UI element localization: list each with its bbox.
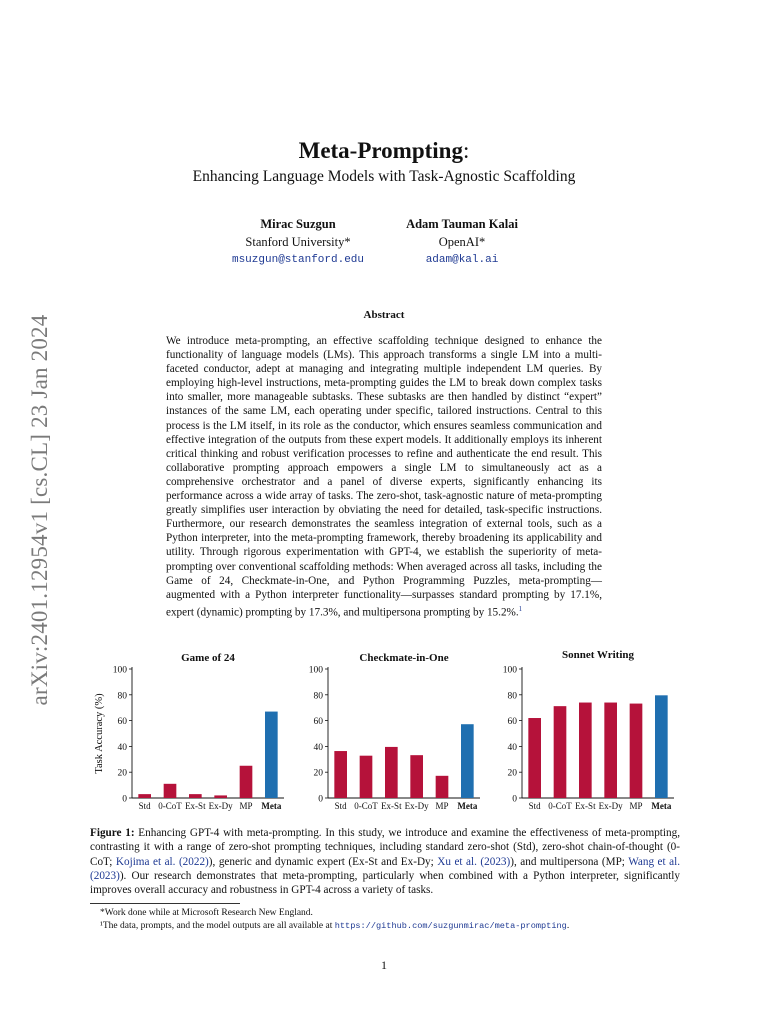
bar-mp bbox=[630, 704, 643, 798]
footnote-1: *Work done while at Microsoft Research New England. bbox=[100, 908, 313, 918]
y-tick-label: 0 bbox=[122, 794, 127, 805]
bar-ex-st bbox=[579, 703, 592, 798]
page-number: 1 bbox=[381, 958, 387, 972]
y-tick-label: 40 bbox=[313, 742, 323, 753]
y-axis-label: Task Accuracy (%) bbox=[94, 693, 105, 774]
y-tick-label: 100 bbox=[112, 665, 127, 676]
x-tick-label: MP bbox=[629, 801, 643, 811]
x-tick-label: Std bbox=[334, 801, 347, 811]
x-tick-label: Ex-Dy bbox=[598, 801, 623, 811]
footnotes bbox=[100, 907, 680, 933]
bar-ex-dy bbox=[604, 703, 617, 798]
footnote-rule bbox=[90, 903, 240, 904]
bar-std bbox=[334, 751, 347, 798]
x-tick-label: 0-CoT bbox=[354, 801, 378, 811]
citation-link[interactable]: Wang et al. (2023) bbox=[90, 855, 681, 882]
y-tick-label: 80 bbox=[507, 691, 517, 702]
x-tick-label: Ex-Dy bbox=[208, 801, 233, 811]
y-tick-label: 80 bbox=[117, 691, 127, 702]
bar-std bbox=[528, 718, 541, 798]
figure-caption bbox=[90, 826, 680, 897]
x-tick-label: MP bbox=[239, 801, 253, 811]
bar-meta bbox=[461, 724, 474, 798]
bar-ex-st bbox=[385, 747, 398, 798]
y-tick-label: 100 bbox=[308, 665, 323, 676]
author-name: Adam Tauman Kalai bbox=[406, 217, 518, 231]
bar-0-cot bbox=[360, 756, 373, 798]
citation-link[interactable]: Xu et al. (2023) bbox=[437, 855, 511, 868]
chart-checkmate-in-one bbox=[296, 646, 488, 816]
bar-ex-st bbox=[189, 794, 202, 798]
title-text: Meta-Prompting bbox=[298, 138, 463, 163]
bar-meta bbox=[265, 712, 278, 798]
bar-mp bbox=[436, 776, 449, 798]
caption-text: Enhancing GPT-4 with meta-prompting. In this study, we introduce and examine the effectiveness of meta-prompting, contrasting it with a range of zero-shot prompting techniques, including standard zero-shot (Std), zero-shot chain-of-thought (0-CoT; bbox=[90, 827, 680, 868]
x-tick-label: Meta bbox=[651, 801, 672, 811]
abstract-heading: Abstract bbox=[363, 309, 405, 321]
y-tick-label: 60 bbox=[507, 717, 517, 728]
y-tick-label: 20 bbox=[117, 768, 127, 779]
y-tick-label: 40 bbox=[117, 742, 127, 753]
x-tick-label: MP bbox=[435, 801, 449, 811]
chart-svg-sonnet-writing bbox=[490, 646, 682, 816]
citation-link[interactable]: Kojima et al. (2022) bbox=[115, 855, 209, 868]
bar-std bbox=[138, 794, 151, 798]
x-tick-label: Ex-St bbox=[185, 801, 206, 811]
caption-text: ), and multipersona (MP; bbox=[510, 855, 629, 868]
chart-title: Game of 24 bbox=[181, 652, 235, 664]
x-tick-label: Std bbox=[138, 801, 151, 811]
chart-svg-game-of-24 bbox=[92, 646, 292, 816]
author-name: Mirac Suzgun bbox=[260, 217, 336, 231]
author-affiliation: Stanford University* bbox=[245, 235, 351, 249]
y-tick-label: 100 bbox=[502, 665, 517, 676]
y-tick-label: 40 bbox=[507, 742, 517, 753]
bar-0-cot bbox=[164, 784, 177, 798]
x-tick-label: Ex-Dy bbox=[404, 801, 429, 811]
author-block-2 bbox=[362, 215, 562, 269]
chart-sonnet-writing bbox=[490, 646, 682, 816]
arxiv-sidebar bbox=[20, 280, 60, 740]
bar-mp bbox=[240, 766, 253, 798]
x-tick-label: 0-CoT bbox=[158, 801, 182, 811]
caption-text: ), generic and dynamic expert (Ex-St and Ex-Dy; bbox=[208, 855, 438, 868]
chart-title: Checkmate-in-One bbox=[359, 652, 449, 664]
figure-label: Figure 1: bbox=[90, 827, 135, 839]
title-colon: : bbox=[462, 138, 470, 163]
chart-title: Sonnet Writing bbox=[561, 649, 635, 661]
y-tick-label: 20 bbox=[507, 768, 517, 779]
footnote-2 bbox=[100, 920, 680, 933]
x-tick-label: Ex-St bbox=[575, 801, 596, 811]
abstract-text: We introduce meta-prompting, an effective scaffolding technique designed to enhance the functionality of language models (LMs). This approach transforms a single LM into a multi-faceted conductor, adept at managing and integrating multiple independent LM queries. By employing high-level instructions, meta-prompting guides the LM to break down complex tasks into smaller, more manageable subtasks. These subtasks are then handled by distinct “expert” instances of the same LM, each operating under specific, tailored instructions. Central to this process is the LM itself, in its role as the conductor, which ensures seamless communication and effective integration of the outputs from these expert models. It additionally employs its inherent critical thinking and robust verification processes to refine and authenticate the end result. This collaborative prompting approach empowers a single LM to simultaneously act as a comprehensive orchestrator and a panel of diverse experts, significantly enhancing its performance across a wide array of tasks. The zero-shot, task-agnostic nature of meta-prompting greatly simplifies user interaction by obviating the need for detailed, task-specific instructions. Furthermore, our research demonstrates the seamless integration of external tools, such as a Python interpreter, into the meta-prompting framework, thereby broadening its applicability and utility. Through rigorous experimentation with GPT-4, we establish the superiority of meta-prompting over conventional scaffolding methods: When averaged across all tasks, including the Game of 24, Checkmate-in-One, and Python Programming Puzzles, meta-prompting—augmented with a Python interpreter functionality—surpasses standard prompting by 17.1%, expert (dynamic) prompting by 17.3%, and multipersona prompting by 15.2%. bbox=[166, 335, 602, 619]
github-url-link[interactable]: https://github.com/suzgunmirac/meta-prompting bbox=[334, 921, 567, 931]
footnote-mark-link[interactable]: 1 bbox=[518, 604, 523, 613]
y-tick-label: 20 bbox=[313, 768, 323, 779]
y-tick-label: 60 bbox=[313, 717, 323, 728]
y-tick-label: 0 bbox=[318, 794, 323, 805]
bar-ex-dy bbox=[410, 755, 423, 798]
x-tick-label: Ex-St bbox=[381, 801, 402, 811]
x-tick-label: Meta bbox=[261, 801, 282, 811]
y-tick-label: 0 bbox=[512, 794, 517, 805]
y-tick-label: 80 bbox=[313, 691, 323, 702]
bar-0-cot bbox=[554, 706, 567, 798]
x-tick-label: Std bbox=[528, 801, 541, 811]
bar-meta bbox=[655, 695, 668, 798]
caption-text: ). Our research demonstrates that meta-prompting, particularly when combined with a Python interpreter, significantly improves overall accuracy and robustness in GPT-4 across a variety of tasks. bbox=[90, 869, 680, 897]
y-tick-label: 60 bbox=[117, 717, 127, 728]
paper-title bbox=[0, 138, 768, 164]
author-affiliation: OpenAI* bbox=[438, 235, 486, 249]
abstract-body bbox=[166, 334, 602, 620]
author-email-link[interactable]: msuzgun@stanford.edu bbox=[231, 254, 365, 266]
x-tick-label: 0-CoT bbox=[548, 801, 572, 811]
x-tick-label: Meta bbox=[457, 801, 478, 811]
chart-svg-checkmate-in-one bbox=[296, 646, 488, 816]
bar-ex-dy bbox=[214, 795, 227, 798]
arxiv-id: arXiv:2401.12954v1 [cs.CL] 23 Jan 2024 bbox=[27, 314, 52, 706]
author-email-link[interactable]: adam@kal.ai bbox=[425, 254, 499, 266]
footnote-2-text: ¹The data, prompts, and the model outputs are all available at bbox=[100, 921, 335, 931]
footnote-2-end: . bbox=[566, 921, 570, 931]
chart-game-of-24 bbox=[92, 646, 292, 816]
paper-subtitle: Enhancing Language Models with Task-Agnostic Scaffolding bbox=[192, 168, 576, 185]
